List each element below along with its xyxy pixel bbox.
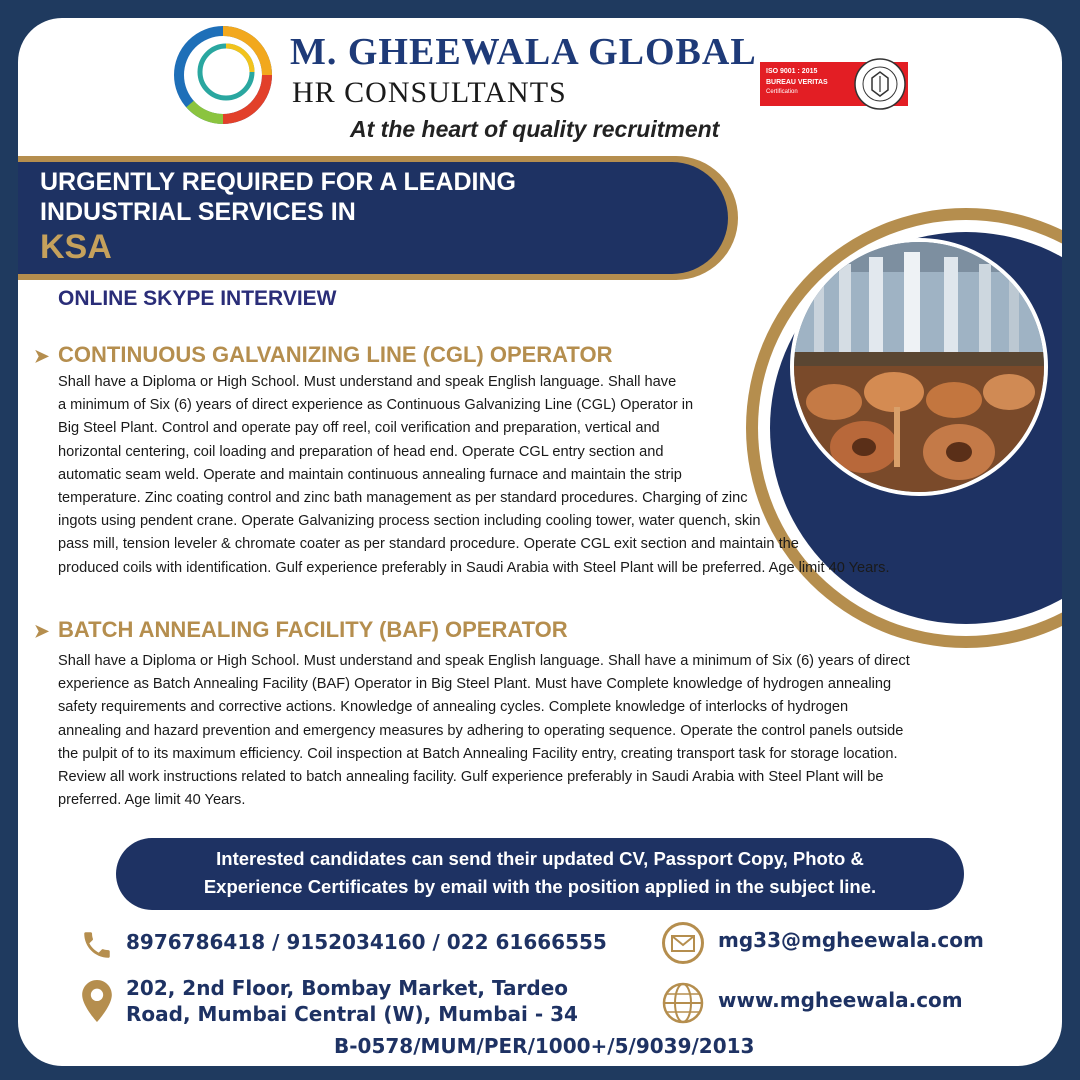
job-desc-line: safety requirements and corrective actions. Knowledge of annealing cycles. Complete knowledge of interlocks of hydrogen	[58, 699, 849, 716]
chevron-right-icon: ➤	[34, 621, 50, 641]
job-desc-line: horizontal centering, coil loading and preparation of head end. Operate CGL entry section and	[58, 443, 664, 460]
tagline: At the heart of quality recruitment	[350, 116, 720, 142]
job-desc-line: Big Steel Plant. Control and operate pay off reel, coil verification and preparation, vertical and	[58, 420, 660, 437]
cert-iso-text: ISO 9001 : 2015	[766, 68, 818, 75]
brand-name: M. GHEEWALA GLOBAL	[290, 31, 757, 73]
job-desc-line: preferred. Age limit 40 Years.	[58, 792, 246, 809]
interview-note: ONLINE SKYPE INTERVIEW	[58, 287, 337, 310]
job-title-baf-operator: BATCH ANNEALING FACILITY (BAF) OPERATOR	[58, 617, 568, 642]
job-desc-line: Shall have a Diploma or High School. Must understand and speak English language. Shall have a minimum of Six (6) years of direct	[58, 653, 910, 669]
job-desc-line: pass mill, tension leveler & chromate coater as per standard procedure. Operate CGL exit section and maintain the	[58, 536, 799, 553]
apply-line-1: Interested candidates can send their updated CV, Passport Copy, Photo &	[216, 848, 864, 869]
phone-numbers[interactable]: 8976786418 / 9152034160 / 022 61666555	[126, 930, 607, 954]
job-desc-line: a minimum of Six (6) years of direct experience as Continuous Galvanizing Line (CGL) Operator in	[58, 397, 694, 414]
chevron-right-icon: ➤	[34, 346, 50, 366]
address-line-1: 202, 2nd Floor, Bombay Market, Tardeo	[126, 976, 569, 1000]
website-link[interactable]: www.mgheewala.com	[718, 988, 963, 1012]
cert-body-text: BUREAU VERITAS	[766, 79, 828, 86]
job-description-baf-operator	[58, 650, 1018, 812]
job-desc-line: temperature. Zinc coating control and zinc bath management as per standard procedures. Charging of zinc	[58, 490, 748, 507]
email-link[interactable]: mg33@mgheewala.com	[718, 928, 984, 952]
job-desc-line: automatic seam weld. Operate and maintain continuous annealing furnace and maintain the strip	[58, 466, 682, 483]
apply-instructions-pill	[116, 838, 964, 910]
license-number: B-0578/MUM/PER/1000+/5/9039/2013	[334, 1034, 755, 1058]
globe-icon	[662, 982, 704, 1024]
headline-line-1: URGENTLY REQUIRED FOR A LEADING	[40, 168, 516, 196]
address-line-2: Road, Mumbai Central (W), Mumbai - 34	[126, 1002, 578, 1026]
iso-certification-badge	[760, 62, 908, 106]
headline-line-2: INDUSTRIAL SERVICES IN	[40, 198, 356, 226]
company-logo	[168, 20, 278, 130]
phone-icon	[80, 928, 114, 962]
poster-card	[18, 18, 1062, 1066]
job-desc-line: annealing and hazard prevention and emergency measures by adhering to operating sequence. Operate the control panels outside	[58, 722, 904, 739]
job-desc-line: Shall have a Diploma or High School. Must understand and speak English language. Shall have	[58, 374, 677, 390]
mail-icon	[662, 922, 704, 964]
logo-ring-icon	[168, 20, 278, 130]
cert-label-text: Certification	[766, 89, 798, 95]
job-description-cgl-operator	[58, 371, 1018, 580]
map-pin-icon	[82, 980, 112, 1022]
job-desc-line: the pulpit of to its maximum efficiency. Coil inspection at Batch Annealing Facility entry, creating transport task for storage location.	[58, 745, 898, 762]
job-desc-line: ingots using pendent crane. Operate Galvanizing process section including cooling tower, water quench, skin	[58, 513, 761, 530]
job-desc-line: Review all work instructions related to batch annealing facility. Gulf experience preferably in Saudi Arabia with Steel Plant will be	[58, 769, 884, 786]
job-desc-line: produced coils with identification. Gulf experience preferably in Saudi Arabia with Steel Plant will be preferred. Age limit 40 Years.	[58, 559, 890, 576]
job-title-cgl-operator: CONTINUOUS GALVANIZING LINE (CGL) OPERATOR	[58, 342, 613, 367]
headline-location: KSA	[40, 228, 112, 266]
brand-subtitle: HR CONSULTANTS	[292, 76, 567, 109]
job-desc-line: experience as Batch Annealing Facility (BAF) Operator in Big Steel Plant. Must have Complete knowledge of hydrogen annealing	[58, 676, 892, 693]
bureau-veritas-seal-icon	[854, 58, 906, 110]
apply-line-2: Experience Certificates by email with the position applied in the subject line.	[203, 876, 877, 897]
